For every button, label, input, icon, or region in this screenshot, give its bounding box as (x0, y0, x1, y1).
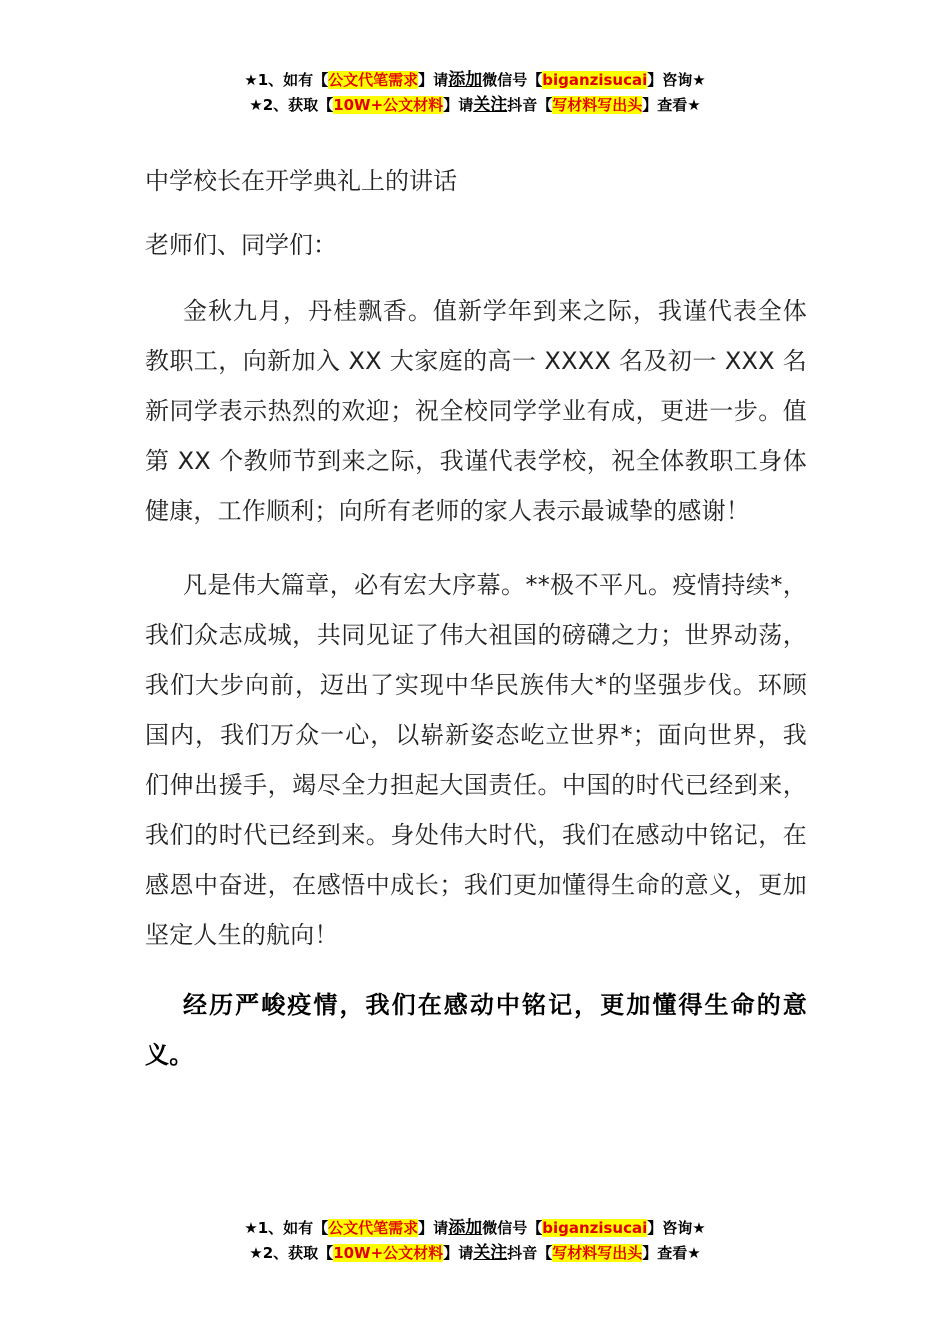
highlight-materials: 10W+公文材料 (333, 96, 444, 114)
banner-text: 抖音【 (507, 1244, 553, 1262)
banner-text: 微信号【 (482, 71, 543, 89)
highlight-service: 公文代笔需求 (328, 1219, 419, 1237)
section-heading: 经历严峻疫情，我们在感动中铭记，更加懂得生命的意义。 (145, 991, 807, 1069)
banner-line-1 (0, 1216, 950, 1241)
footer-banner (0, 1216, 950, 1266)
salutation: 老师们、同学们： (145, 231, 337, 259)
banner-text: ★1、如有【 (244, 1219, 329, 1237)
paragraph-2: 凡是伟大篇章，必有宏大序幕。**极不平凡。疫情持续*，我们众志成城，共同见证了伟大祖国的磅礴之力；世界动荡，我们大步向前，迈出了实现中华民族伟大*的坚强步伐。环顾国内，我们万众一心，以崭新姿态屹立世界*；面向世界，我们伸出援手，竭尽全力担起大国责任。中国的时代已经到来，我们的时代已经到来。身处伟大时代，我们在感动中铭记，在感恩中奋进，在感悟中成长；我们更加懂得生命的意义，更加坚定人生的航向！ (145, 571, 807, 949)
banner-text: 】咨询★ (647, 71, 706, 89)
banner-text: 微信号【 (482, 1219, 543, 1237)
banner-text: 】查看★ (642, 1244, 701, 1262)
highlight-service: 公文代笔需求 (328, 71, 419, 89)
banner-text: ★2、获取【 (249, 96, 334, 114)
paragraph-1: 金秋九月，丹桂飘香。值新学年到来之际，我谨代表全体教职工，向新加入 XX 大家庭的高一 XXXX 名及初一 XXX 名新同学表示热烈的欢迎；祝全校同学学业有成，更进一步。值第 XX 个教师节到来之际，我谨代表学校，祝全体教职工身体健康，工作顺利；向所有老师的家人表示最诚挚的感谢！ (145, 297, 807, 525)
banner-line-2 (0, 93, 950, 118)
douyin-account: 写材料写出头 (552, 96, 643, 114)
banner-text: 】请 (418, 1219, 449, 1237)
banner-text: 】请 (418, 71, 449, 89)
document-title: 中学校长在开学典礼上的讲话 (145, 167, 457, 195)
douyin-account: 写材料写出头 (552, 1244, 643, 1262)
banner-text: 】请 (443, 96, 474, 114)
banner-text: 】查看★ (642, 96, 701, 114)
banner-text: ★1、如有【 (244, 71, 329, 89)
banner-line-2 (0, 1241, 950, 1266)
banner-text: ★2、获取【 (249, 1244, 334, 1262)
banner-text: 】请 (443, 1244, 474, 1262)
banner-line-1 (0, 68, 950, 93)
banner-emphasis: 关注 (473, 95, 508, 115)
highlight-materials: 10W+公文材料 (333, 1244, 444, 1262)
wechat-id: biganzisucai (542, 71, 648, 89)
header-banner (0, 68, 950, 118)
banner-emphasis: 关注 (473, 1243, 508, 1263)
banner-emphasis: 添加 (448, 1218, 483, 1238)
banner-text: 抖音【 (507, 96, 553, 114)
banner-emphasis: 添加 (448, 70, 483, 90)
wechat-id: biganzisucai (542, 1219, 648, 1237)
document-body (145, 156, 807, 1080)
banner-text: 】咨询★ (647, 1219, 706, 1237)
